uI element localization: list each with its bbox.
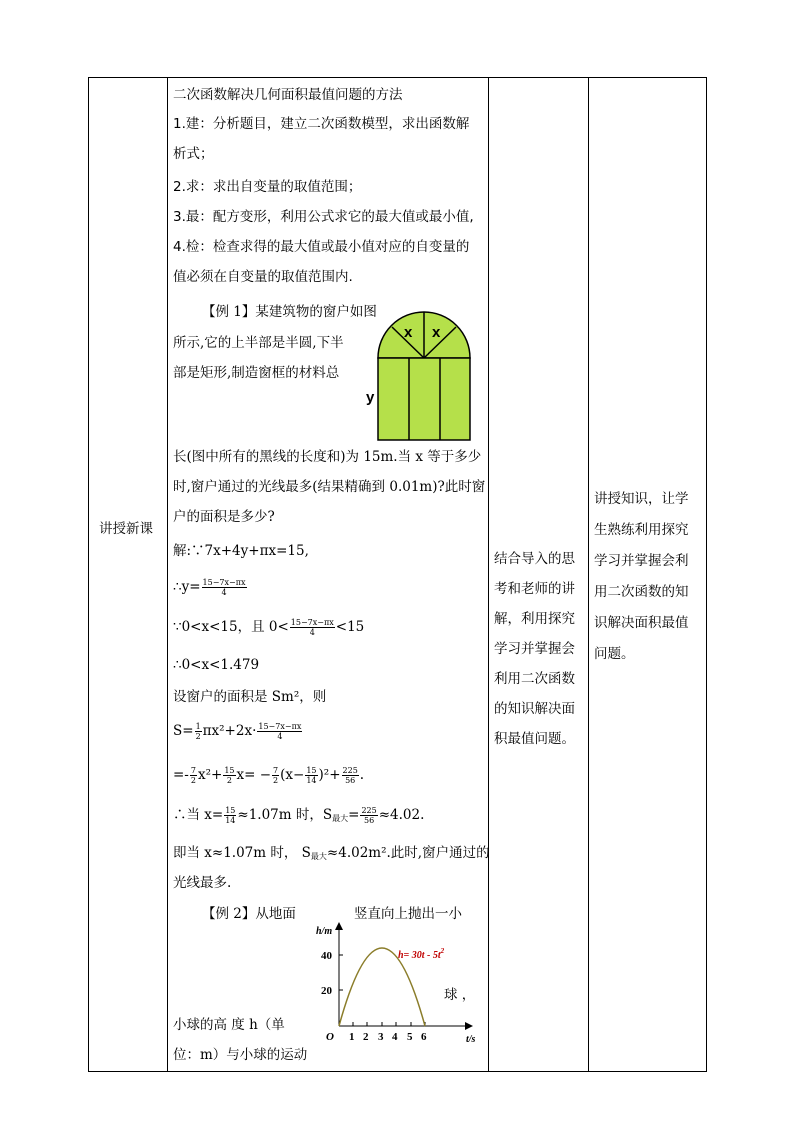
- window-rect: [378, 358, 470, 440]
- section-label: 讲授新课: [99, 521, 153, 537]
- activity-line-6: 的知识解决面: [494, 701, 575, 717]
- example-2-d: 小球的高 度 h（单: [173, 1017, 285, 1033]
- table-divider-1: [167, 77, 168, 1072]
- example-1-line-5: 时,窗户通过的光线最多(结果精确到 0.01m)?此时窗: [173, 479, 486, 495]
- area-equation-2: =- $\frac{7}{2}$ x²+ $\frac{15}{2}$ x= − $\frac{7}{2}$ (x− $\frac{15}{14}$ )²+ $\frac{225}{56}$ .: [173, 766, 365, 785]
- x-tick-marks: [353, 1022, 425, 1026]
- area-intro: 设窗户的面积是 Sm²，则: [173, 689, 327, 705]
- solution-range-2: ∴0<x<1.479: [173, 657, 260, 673]
- example-2-e: 位：m）与小球的运动: [173, 1047, 308, 1063]
- y-tick-20: 20: [321, 985, 332, 997]
- x-tick-3: 3: [378, 1031, 384, 1043]
- x-tick-5: 5: [407, 1031, 413, 1043]
- activity-line-2: 考和老师的讲: [494, 581, 575, 597]
- intent-line-6: 问题。: [594, 646, 635, 662]
- example-1-line-2: 所示,它的上半部是半圆,下半: [173, 335, 344, 351]
- step-1a: 1.建：分析题目，建立二次函数模型，求出函数解: [173, 116, 470, 132]
- example-2-c: 球 ，: [444, 987, 476, 1003]
- graph-xlabel: t/s: [466, 1034, 476, 1045]
- max-line: ∴当 x= $\frac{15}{14}$ ≈1.07m 时，S最大= $\frac{225}{56}$ ≈4.02.: [173, 806, 425, 825]
- window-label-x2: x: [432, 324, 441, 341]
- intent-line-2: 生熟练利用探究: [594, 522, 689, 538]
- intent-line-4: 用二次函数的知: [594, 584, 689, 600]
- example-2-a: 【例 2】从地面: [202, 906, 296, 922]
- activity-column: [494, 550, 584, 760]
- y-tick-40: 40: [321, 950, 332, 962]
- step-4b: 值必须在自变量的取值范围内.: [173, 269, 353, 285]
- example-1-line-3: 部是矩形,制造窗框的材料总: [173, 365, 340, 381]
- activity-line-7: 积最值问题。: [494, 731, 575, 747]
- activity-line-5: 利用二次函数: [494, 671, 575, 687]
- method-heading: 二次函数解决几何面积最值问题的方法: [173, 87, 403, 103]
- table-divider-3: [588, 77, 589, 1072]
- projectile-graph: [314, 918, 486, 1050]
- step-4a: 4.检：检查求得的最大值或最小值对应的自变量的: [173, 239, 470, 255]
- solution-range: ∵0<x<15，且 0< $\frac{15-7x-\pi x}{4}$ <15: [173, 618, 365, 637]
- window-label-y: y: [366, 389, 375, 406]
- y-tick-marks: [339, 955, 343, 990]
- solution-y: ∴y= $\frac{15-7x-\pi x}{4}$: [173, 578, 246, 597]
- step-3: 3.最：配方变形，利用公式求它的最大值或最小值,: [173, 209, 474, 225]
- step-2: 2.求：求出自变量的取值范围；: [173, 179, 362, 195]
- graph-ylabel: h/m: [316, 926, 333, 937]
- example-1-line-6: 户的面积是多少?: [173, 509, 275, 525]
- conclusion-line-2: 光线最多.: [173, 875, 232, 891]
- conclusion-line: 即当 x≈1.07m 时， S最大≈4.02m².此时,窗户通过的: [173, 845, 490, 861]
- table-divider-2: [488, 77, 489, 1072]
- x-tick-4: 4: [392, 1031, 398, 1043]
- intent-line-3: 学习并掌握会利: [594, 553, 689, 569]
- window-figure: [366, 310, 482, 444]
- activity-line-4: 学习并掌握会: [494, 641, 575, 657]
- graph-origin: O: [326, 1031, 334, 1043]
- example-1-line-4: 长(图中所有的黑线的长度和)为 15m.当 x 等于多少: [173, 449, 482, 465]
- x-tick-6: 6: [421, 1031, 427, 1043]
- activity-line-1: 结合导入的思: [494, 551, 575, 567]
- solution-line-1: 解:∵7x+4y+πx=15,: [173, 543, 309, 559]
- intent-column: [594, 490, 704, 676]
- area-equation: S= $\frac{1}{2}$ πx²+2x· $\frac{15-7x-\pi x}{4}$: [173, 722, 302, 741]
- example-1-line-1: 【例 1】某建筑物的窗户如图: [202, 304, 377, 320]
- intent-line-5: 识解决面积最值: [594, 615, 689, 631]
- window-label-x1: x: [404, 324, 413, 341]
- x-tick-2: 2: [363, 1031, 369, 1043]
- example-2-b: 竖直向上抛出一小: [354, 906, 462, 922]
- intent-line-1: 讲授知识，让学: [594, 491, 689, 507]
- x-tick-1: 1: [349, 1031, 355, 1043]
- activity-line-3: 解，利用探究: [494, 611, 575, 627]
- graph-equation: $h= 30t - 5t^2$: [398, 947, 445, 961]
- step-1b: 析式；: [173, 146, 214, 162]
